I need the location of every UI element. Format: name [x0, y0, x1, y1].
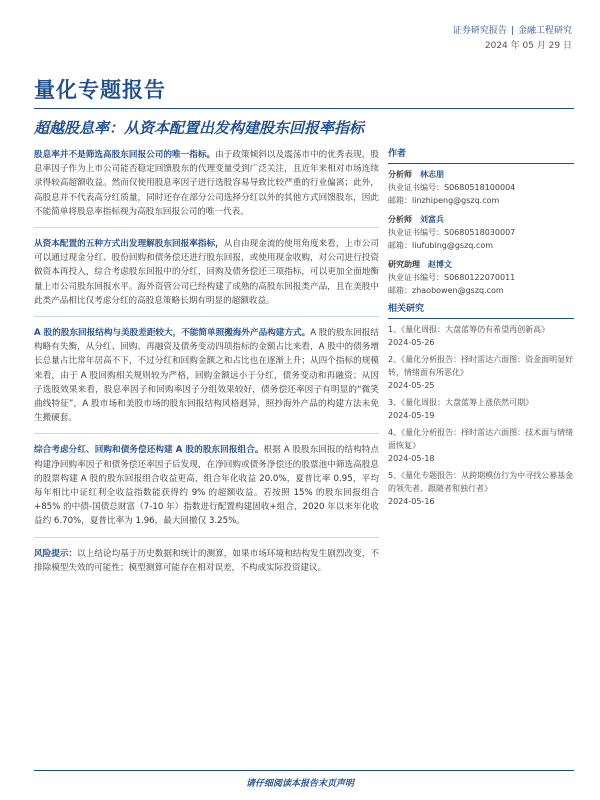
summary-column	[34, 148, 379, 592]
paragraph-body: A 股的股东回报结构略有失衡，从分红、回购、再融资及债务变动四项指标的金额占比来看，A 股中的债务增长总量占比常年居高不下，不过分红和回购金额之和占比也在逐渐上升；从四个指标的规模来看，由于 A 股回购相关规则较为严格，回购金额远小于分红，债务变动和再融资；从因子选股效果来看，股息率因子和回购率因子分组效果较好，债务偿还率因子有明显的“微笑曲线特征”，A 股市场和美股市场的股东回报结构风格迥异，照抄海外产品的构建方法未免生搬硬套。	[34, 328, 379, 424]
related-report-link[interactable]	[388, 469, 574, 508]
related-report-title: 4、《量化分析报告：择时雷达六面图：技术面与情绪面恢复》	[388, 428, 574, 450]
paragraph-body: 根据 A 股股东回报的结构特点构建净回购率因子和债务偿还率因子后发现，在净回购或债务净偿还的股票池中筛选高股息的股票构建 A 股的股东回报组合收益更高，组合年化收益 20.0%，夏普比率 0.95，平均每年相比中证红利全收益指数能获得约 9% 的超额收益。若按照 15% 的股东回报组合+85% 的中债-国债总财富（7-10 年）指数进行配置构建固收+组合，2020 年以来年化收益约 6.70%，夏普比率为 1.96，最大回撤仅 3.25%。	[34, 445, 380, 527]
related-report-link[interactable]	[388, 353, 574, 392]
related-report-title: 5、《量化专题报告：从跨期模仿行为中寻找公募基金的领先者、跟随者和独行者》	[388, 471, 574, 493]
related-report-link[interactable]	[388, 323, 574, 349]
author-role: 分析师	[388, 170, 412, 179]
related-report-link[interactable]	[388, 396, 574, 422]
related-report-date: 2024-05-18	[388, 454, 435, 463]
paragraph-lead: 综合考虑分红、回购和债务偿还构建 A 股的股东回报组合。	[34, 445, 264, 456]
paragraph-body: 由于政策倾斜以及震荡市中的优秀表现，股息率因子作为上市公司能否稳定回馈股东的代理变量受到广泛关注，且近年来相对市场连续录得较高超额收益。然而仅使用股息率因子进行选股容易导致比较严重的行业偏离；此外，高股息并不代表高分红质量，同时还存在部分公司选择分红以外的其他方式回馈股东，因此不能简单将股息率指标视为高股东回报公司的唯一代表。	[34, 150, 379, 217]
author-name: 赵博文	[428, 260, 452, 269]
sidebar	[388, 148, 574, 512]
author-cert: 执业证书编号：S0680122070011	[388, 273, 516, 282]
author-role: 研究助理	[388, 260, 420, 269]
report-type-heading: 量化专题报告	[34, 77, 166, 102]
author-email[interactable]: 邮箱：zhaobowen@gszq.com	[388, 286, 504, 295]
related-report-date: 2024-05-25	[388, 381, 435, 390]
author-card	[388, 258, 574, 297]
risk-warning	[34, 547, 379, 583]
report-subcategory: 金融工程研究	[517, 26, 572, 36]
author-cert: 执业证书编号：S0680518100004	[388, 183, 516, 192]
page-title: 超越股息率：从资本配置出发构建股东回报率指标	[34, 119, 365, 137]
related-report-date: 2024-05-16	[388, 497, 435, 506]
author-email[interactable]: 邮箱：liufubing@gszq.com	[388, 241, 494, 250]
related-report-title: 2、《量化分析报告：择时雷达六面图：资金面明显好转，情绪面有所恶化》	[388, 355, 574, 377]
authors-heading: 作者	[388, 148, 574, 164]
footer-divider	[34, 770, 574, 771]
paragraph-body: 以上结论均基于历史数据和统计的测算，如果市场环境和结构发生剧烈改变，不排除模型失效的可能性；模型测算可能存在相对误差，不构成实际投资建议。	[34, 548, 379, 573]
report-category: 证券研究报告	[452, 26, 507, 36]
related-research-heading: 相关研究	[388, 303, 574, 319]
related-report-title: 1、《量化周报：大盘蓝筹仍有希望再创新高》	[388, 325, 550, 334]
summary-paragraph	[34, 443, 379, 537]
related-report-title: 3、《量化周报：大盘蓝筹上涨依然可期》	[388, 398, 534, 407]
paragraph-lead: 股息率并不是筛选高股东回报公司的唯一指标。	[34, 150, 216, 160]
report-header: 证券研究报告 | 金融工程研究 2024 年 05 月 29 日	[453, 24, 572, 54]
related-report-date: 2024-05-19	[388, 411, 435, 420]
related-report-link[interactable]	[388, 426, 574, 465]
author-card	[388, 168, 574, 207]
author-cert: 执业证书编号：S0680518030007	[388, 228, 516, 237]
summary-paragraph	[34, 326, 379, 434]
paragraph-lead: 风险提示：	[34, 548, 78, 559]
related-report-date: 2024-05-26	[388, 338, 435, 347]
paragraph-lead: A 股的股东回报结构与美股差距较大，不能简单照搬海外产品构建方式。	[34, 328, 311, 339]
author-name: 刘富兵	[420, 215, 444, 224]
author-card	[388, 213, 574, 252]
summary-paragraph	[34, 148, 379, 228]
footer-disclaimer: 请仔细阅读本报告末页声明	[245, 779, 354, 789]
summary-paragraph	[34, 237, 379, 317]
paragraph-lead: 从资本配置的五种方式出发理解股东回报率指标，	[34, 239, 224, 250]
title-divider	[34, 108, 574, 109]
author-name: 林志朋	[420, 170, 444, 179]
author-role: 分析师	[388, 215, 412, 224]
author-email[interactable]: 邮箱：linzhipeng@gszq.com	[388, 196, 500, 205]
paragraph-body: 从自由现金流的使用角度来看，上市公司可以通过现金分红、股份回购和债务偿还进行股东回报，或使用现金收购，对公司进行投资做资本再投入，综合考虑股东回报中的分红，回购及债务偿还三项指标，可以更加全面地衡量上市公司股东回报水平。海外资管公司已经构建了成熟的高股东回报类产品，且在美股中此类产品相比仅考虑分红的高股息策略长期有明显的超额收益。	[34, 239, 379, 306]
report-date: 2024 年 05 月 29 日	[484, 41, 572, 51]
